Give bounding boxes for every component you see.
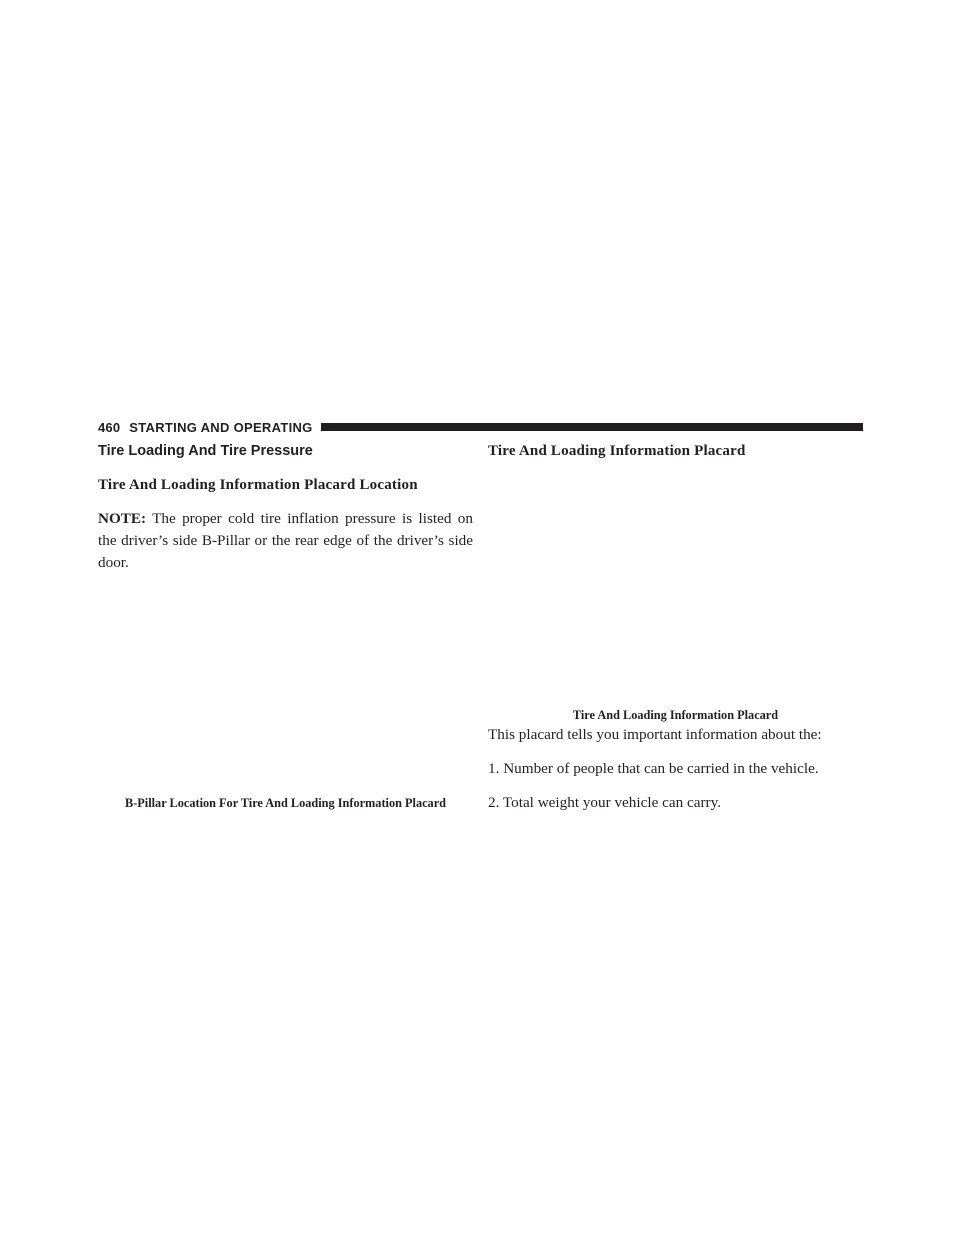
header-rule bbox=[321, 423, 863, 431]
placard-description bbox=[488, 724, 868, 814]
note-text: The proper cold tire inflation pressure is listed on the driver’s side B-Pillar or the rear edge of the driver’s side door. bbox=[98, 510, 473, 571]
note-label: NOTE: bbox=[98, 510, 147, 527]
page-number: 460 bbox=[98, 419, 121, 435]
section-heading: STARTING AND OPERATING bbox=[129, 419, 313, 435]
b-pillar-figure bbox=[98, 580, 473, 790]
b-pillar-figure-caption: B-Pillar Location For Tire And Loading Information Placard bbox=[125, 796, 446, 810]
placard-figure bbox=[488, 470, 863, 700]
subsection-title-placard-location: Tire And Loading Information Placard Location bbox=[98, 477, 418, 493]
left-column bbox=[98, 440, 473, 574]
section-title: Tire Loading And Tire Pressure bbox=[98, 443, 313, 459]
list-item: 2. Total weight your vehicle can carry. bbox=[488, 794, 721, 811]
right-column bbox=[488, 440, 863, 462]
intro-text: This placard tells you important information about the: bbox=[488, 726, 822, 743]
placard-figure-caption: Tire And Loading Information Placard bbox=[572, 708, 779, 722]
list-item: 1. Number of people that can be carried in the vehicle. bbox=[488, 760, 819, 777]
note-paragraph bbox=[98, 508, 473, 574]
subsection-title-placard: Tire And Loading Information Placard bbox=[488, 443, 746, 459]
page-header bbox=[98, 419, 863, 435]
